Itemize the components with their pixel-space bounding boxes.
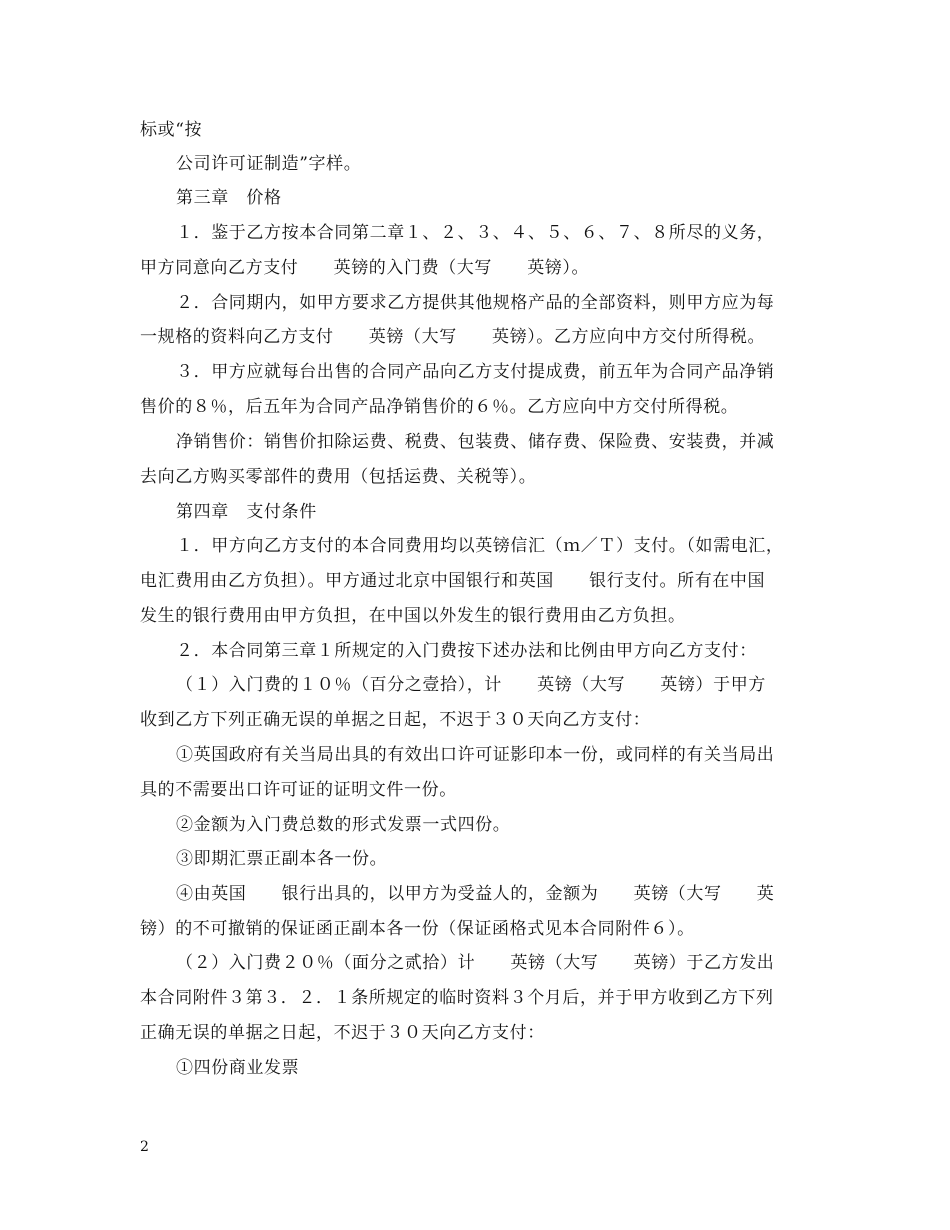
text-line: （２）入门费２０％（面分之贰拾）计 英镑（大写 英镑）于乙方发出 — [176, 953, 775, 973]
text-line: 甲方同意向乙方支付 英镑的入门费（大写 英镑）。 — [140, 258, 590, 278]
chapter-heading: 第三章 价格 — [176, 188, 282, 208]
text-line: 本合同附件３第３．２．１条所规定的临时资料３个月后，并于甲方收到乙方下列 — [140, 988, 774, 1008]
text-line: １．甲方向乙方支付的本合同费用均以英镑信汇（ｍ／Ｔ）支付。（如需电汇， — [176, 536, 784, 556]
text-line: 去向乙方购买零部件的费用（包括运费、关税等）。 — [140, 467, 537, 487]
text-line: 正确无误的单据之日起，不迟于３０天向乙方支付： — [140, 1023, 545, 1043]
text-line: ①四份商业发票 — [176, 1058, 300, 1078]
text-line: 电汇费用由乙方负担）。甲方通过北京中国银行和英国 银行支付。所有在中国 — [140, 571, 766, 591]
text-line: 一规格的资料向乙方支付 英镑（大写 英镑）。乙方应向中方交付所得税。 — [140, 327, 766, 347]
text-line: 收到乙方下列正确无误的单据之日起，不迟于３０天向乙方支付： — [140, 710, 651, 730]
text-line: 标或“按 — [140, 120, 203, 140]
text-line: 净销售价：销售价扣除运费、税费、包装费、储存费、保险费、安装费，并减 — [176, 432, 775, 452]
text-line: ３．甲方应就每台出售的合同产品向乙方支付提成费，前五年为合同产品净销 — [176, 362, 775, 382]
page-number: 2 — [140, 1139, 149, 1155]
text-line: １．鉴于乙方按本合同第二章１、２、３、４、５、６、７、８所尽的义务， — [176, 223, 775, 243]
text-line: ③即期汇票正副本各一份。 — [176, 849, 388, 869]
text-line: 具的不需要出口许可证的证明文件一份。 — [140, 780, 457, 800]
chapter-heading: 第四章 支付条件 — [176, 502, 317, 522]
text-line: ①英国政府有关当局出具的有效出口许可证影印本一份，或同样的有关当局出 — [176, 745, 775, 765]
text-line: ２．合同期内，如甲方要求乙方提供其他规格产品的全部资料，则甲方应为每 — [176, 293, 775, 313]
text-line: （１）入门费的１０％（百分之壹拾），计 英镑（大写 英镑）于甲方 — [176, 675, 766, 695]
text-line: 发生的银行费用由甲方负担，在中国以外发生的银行费用由乙方负担。 — [140, 606, 686, 626]
text-line: 镑）的不可撤销的保证函正副本各一份（保证函格式见本合同附件６）。 — [140, 919, 695, 939]
text-line: ２．本合同第三章１所规定的入门费按下述办法和比例由甲方向乙方支付： — [176, 641, 757, 661]
text-line: ④由英国 银行出具的，以甲方为受益人的，金额为 英镑（大写 英 — [176, 884, 775, 904]
text-line: 售价的８％，后五年为合同产品净销售价的６％。乙方应向中方交付所得税。 — [140, 397, 739, 417]
text-line: ②金额为入门费总数的形式发票一式四份。 — [176, 815, 511, 835]
text-line: 公司许可证制造”字样。 — [176, 154, 362, 174]
